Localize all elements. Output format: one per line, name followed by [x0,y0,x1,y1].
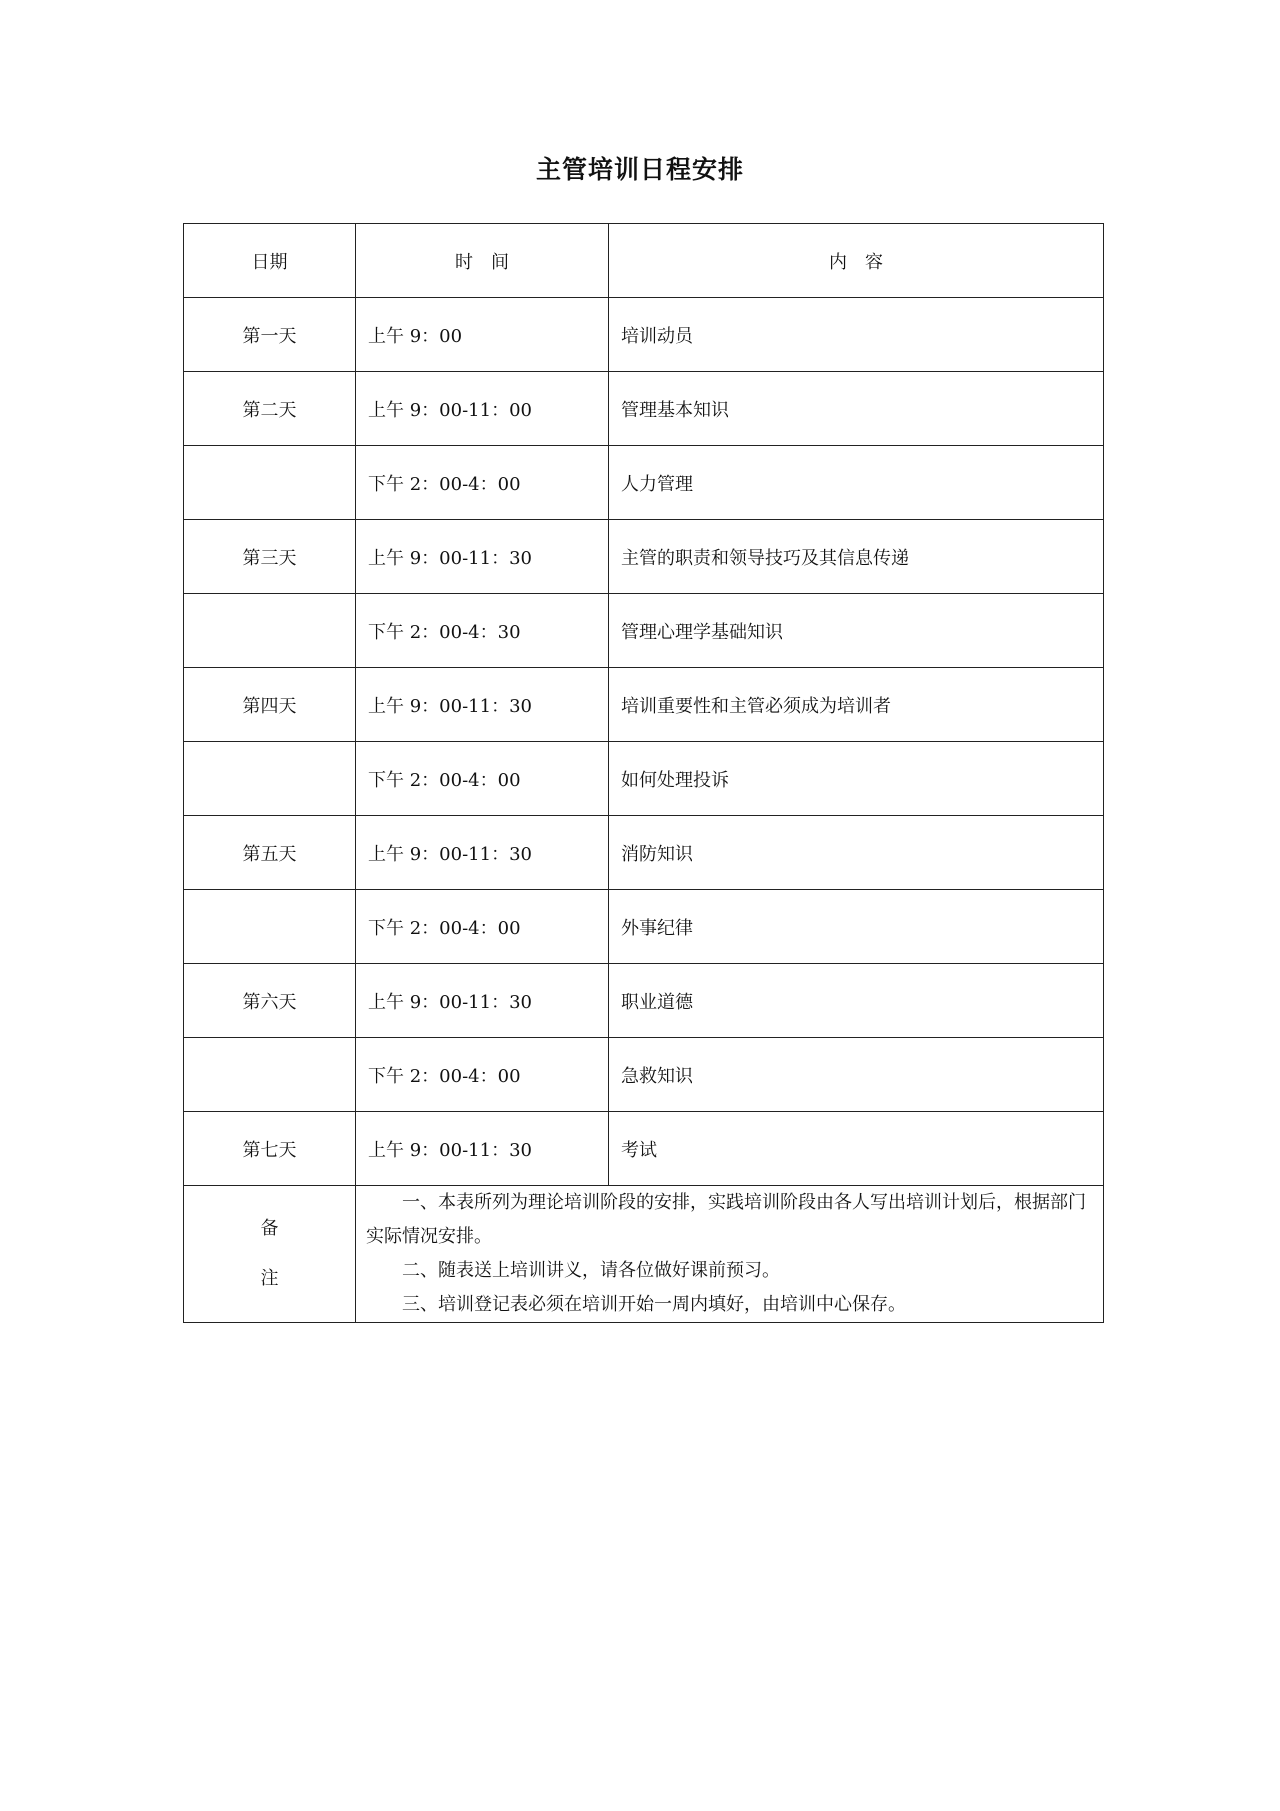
header-time: 时 间 [356,224,609,298]
table-row [184,742,1104,816]
row-time: 上午 9：00-11：00 [356,372,609,446]
row-day [184,1038,356,1112]
row-day: 第三天 [184,520,356,594]
row-time: 上午 9：00-11：30 [356,520,609,594]
row-content: 管理心理学基础知识 [609,594,1104,668]
row-day [184,594,356,668]
row-day [184,742,356,816]
row-time: 上午 9：00-11：30 [356,816,609,890]
row-time: 下午 2：00-4：00 [356,446,609,520]
row-content: 管理基本知识 [609,372,1104,446]
training-schedule-table [183,223,1104,1323]
table-row [184,594,1104,668]
table-row [184,816,1104,890]
row-content: 主管的职责和领导技巧及其信息传递 [609,520,1104,594]
row-content: 急救知识 [609,1038,1104,1112]
remark-item: 三、培训登记表必须在培训开始一周内填好，由培训中心保存。 [402,1294,906,1315]
table-row [184,298,1104,372]
row-time: 上午 9：00-11：30 [356,1112,609,1186]
remarks-row [184,1186,1104,1323]
remarks-body [356,1186,1104,1323]
row-day: 第五天 [184,816,356,890]
row-day [184,890,356,964]
row-day: 第四天 [184,668,356,742]
remarks-label-line1: 备 [260,1218,279,1239]
page-title: 主管培训日程安排 [535,155,744,184]
remark-item: 一、本表所列为理论培训阶段的安排，实践培训阶段由各人写出培训计划后，根据部门实际情况安排。 [366,1192,1086,1247]
table-row [184,668,1104,742]
remarks-label-line2: 注 [260,1268,279,1289]
row-content: 外事纪律 [609,890,1104,964]
row-day: 第二天 [184,372,356,446]
remarks-label [184,1186,356,1323]
row-content: 职业道德 [609,964,1104,1038]
row-content: 培训重要性和主管必须成为培训者 [609,668,1104,742]
row-content: 如何处理投诉 [609,742,1104,816]
table-row [184,1112,1104,1186]
table-row [184,1038,1104,1112]
row-day: 第一天 [184,298,356,372]
row-time: 下午 2：00-4：00 [356,890,609,964]
table-row [184,446,1104,520]
header-content: 内 容 [609,224,1104,298]
row-day: 第六天 [184,964,356,1038]
row-time: 下午 2：00-4：00 [356,742,609,816]
table-header-row [184,224,1104,298]
row-time: 下午 2：00-4：30 [356,594,609,668]
row-content: 人力管理 [609,446,1104,520]
row-day: 第七天 [184,1112,356,1186]
row-content: 考试 [609,1112,1104,1186]
remark-item: 二、随表送上培训讲义，请各位做好课前预习。 [402,1260,780,1281]
row-time: 上午 9：00-11：30 [356,668,609,742]
table-row [184,372,1104,446]
row-day [184,446,356,520]
header-date: 日期 [184,224,356,298]
row-content: 消防知识 [609,816,1104,890]
row-time: 上午 9：00-11：30 [356,964,609,1038]
table-row [184,964,1104,1038]
table-row [184,520,1104,594]
table-row [184,890,1104,964]
row-content: 培训动员 [609,298,1104,372]
row-time: 下午 2：00-4：00 [356,1038,609,1112]
row-time: 上午 9：00 [356,298,609,372]
